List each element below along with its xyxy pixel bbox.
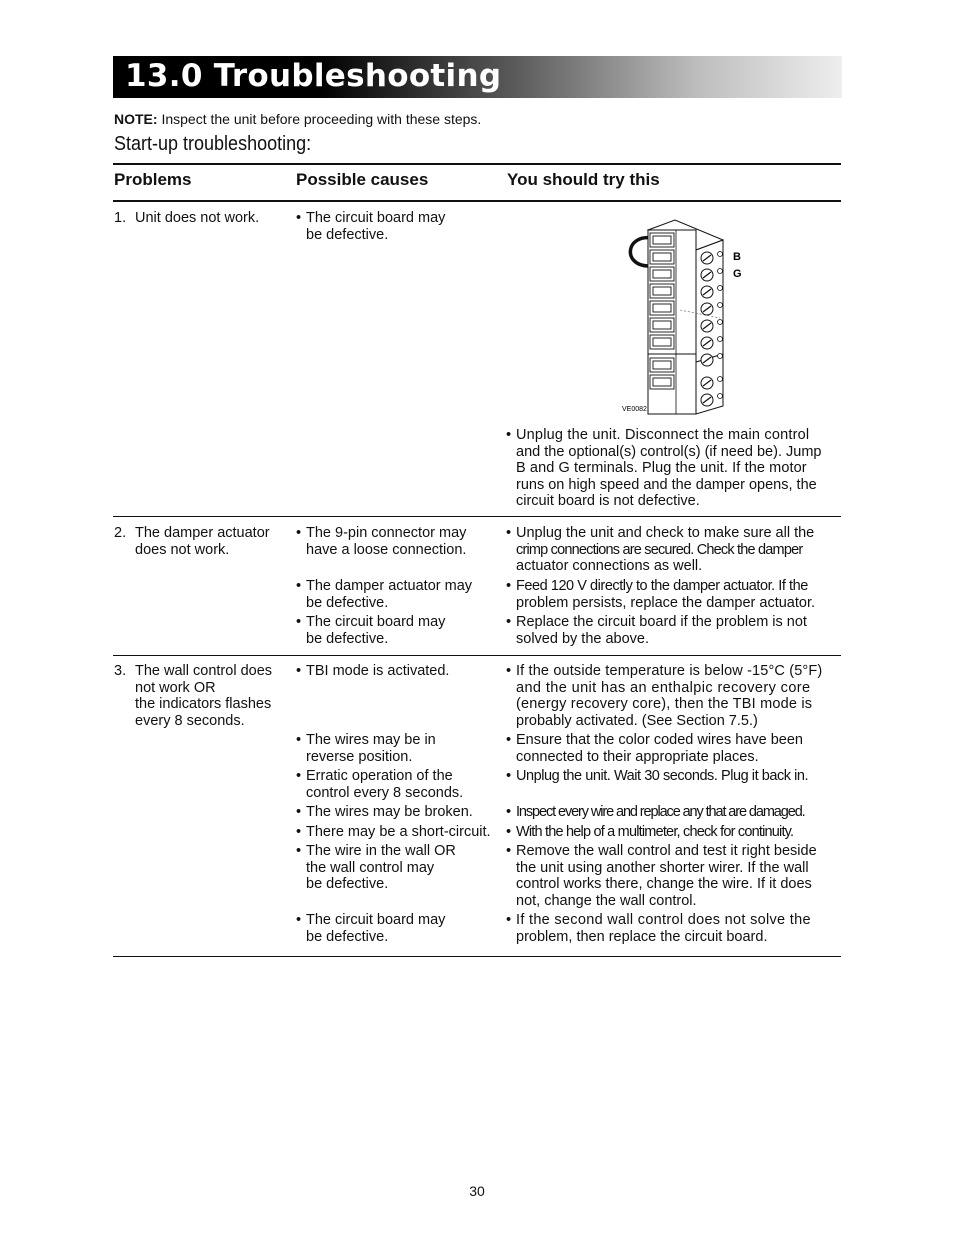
solution-item: • With the help of a multimeter, check for continuity. xyxy=(506,824,794,840)
cause-item: • The wires may be in reverse position. xyxy=(296,732,436,765)
solution-item: • If the outside temperature is below -15°C (5°F) and the unit has an enthalpic recovery core (energy recovery core), then the TBI mode is probably activated. (See Section 7.5.) xyxy=(506,663,823,729)
cause-item: • The circuit board may be defective. xyxy=(296,210,446,243)
column-header-solutions: You should try this xyxy=(507,170,660,189)
column-header-problems: Problems xyxy=(114,170,192,189)
solution-item: • If the second wall control does not solve the problem, then replace the circuit board. xyxy=(506,912,811,945)
cause-item: • The circuit board may be defective. xyxy=(296,912,446,945)
subtitle: Start-up troubleshooting: xyxy=(114,133,312,155)
row-divider xyxy=(113,655,841,656)
row-divider xyxy=(113,516,841,517)
solution-item: • Feed 120 V directly to the damper actuator. If the problem persists, replace the damper actuator. xyxy=(506,578,816,611)
cause-item: • The circuit board may be defective. xyxy=(296,614,446,647)
solution-item: • Unplug the unit. Disconnect the main control and the optional(s) control(s) (if need be). Jump B and G terminals. Plug the unit. If the motor runs on high speed and the damper opens, the circuit board is not defective. xyxy=(506,427,822,509)
table-header-rule xyxy=(113,200,841,202)
cause-item: • The 9-pin connector may have a loose connection. xyxy=(296,525,467,558)
solution-item: • Replace the circuit board if the problem is not solved by the above. xyxy=(506,614,807,647)
note-text: Inspect the unit before proceeding with these steps. xyxy=(161,111,482,127)
solution-item: • Unplug the unit. Wait 30 seconds. Plug it back in. xyxy=(506,768,809,784)
terminal-label-g: G xyxy=(733,268,742,280)
terminal-label-b: B xyxy=(733,251,741,263)
note-label: NOTE: xyxy=(114,111,158,127)
solution-item: • Unplug the unit and check to make sure all the crimp connections are secured. Check the damper actuator connections as well. xyxy=(506,525,815,574)
solution-item: • Ensure that the color coded wires have been connected to their appropriate places. xyxy=(506,732,803,765)
cause-item: • The wire in the wall OR the wall control may be defective. xyxy=(296,843,456,892)
cause-item: • Erratic operation of the control every 8 seconds. xyxy=(296,768,464,801)
section-header-bar xyxy=(113,56,842,98)
terminal-block-diagram xyxy=(600,210,750,420)
diagram-code: VE0082 xyxy=(622,406,647,413)
cause-item: • TBI mode is activated. xyxy=(296,663,450,679)
row-number: 2. xyxy=(114,525,127,541)
cause-item: • There may be a short-circuit. xyxy=(296,824,491,840)
note-line xyxy=(114,111,481,127)
problem-text: The wall control does not work OR the indicators flashes every 8 seconds. xyxy=(135,663,273,729)
solution-item: • Inspect every wire and replace any that are damaged. xyxy=(506,804,805,820)
section-title: 13.0 Troubleshooting xyxy=(125,58,502,94)
cause-item: • The wires may be broken. xyxy=(296,804,473,820)
row-number: 3. xyxy=(114,663,127,679)
problem-text: Unit does not work. xyxy=(135,210,260,226)
column-header-causes: Possible causes xyxy=(296,170,429,189)
solution-item: • Remove the wall control and test it right beside the unit using another shorter wirer. If the wall control works there, change the wire. If it does not, change the wall control. xyxy=(506,843,817,909)
cause-item: • The damper actuator may be defective. xyxy=(296,578,473,611)
problem-text: The damper actuator does not work. xyxy=(135,525,270,558)
page-number: 30 xyxy=(469,1183,485,1199)
table-top-rule xyxy=(113,163,841,165)
table-bottom-rule xyxy=(113,956,841,957)
row-number: 1. xyxy=(114,210,127,226)
